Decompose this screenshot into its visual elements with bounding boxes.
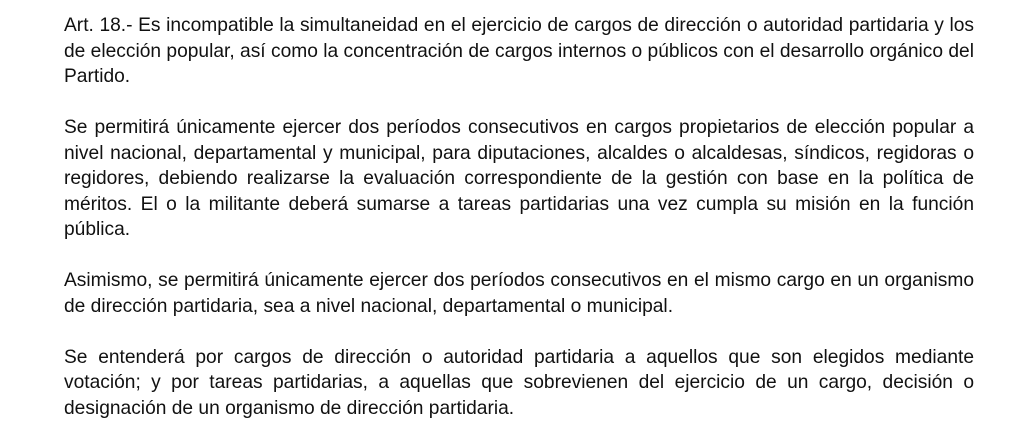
definitions-paragraph: Se entenderá por cargos de dirección o autoridad partidaria a aquellos que son elegidos mediante votación; y por tareas partidarias, a aquellas que sobrevienen del ejercicio de un cargo, decisión o designación de un organismo de dirección partidaria. bbox=[64, 346, 974, 419]
consecutive-terms-elected-paragraph: Se permitirá únicamente ejercer dos períodos consecutivos en cargos propietarios de elección popular a nivel nacional, departamental y municipal, para diputaciones, alcaldes o alcaldesas, síndicos, regidoras o regidores, debiendo realizarse la evaluación correspondiente de la gestión con base en la política de méritos. El o la militante deberá sumarse a tareas partidarias una vez cumpla su misión en la función pública. bbox=[64, 116, 974, 241]
article-18-paragraph: Art. 18.- Es incompatible la simultaneidad en el ejercicio de cargos de dirección o autoridad partidaria y los de elección popular, así como la concentración de cargos internos o públicos con el desarrollo orgánico del Partido. bbox=[64, 15, 974, 88]
consecutive-terms-party-body-paragraph: Asimismo, se permitirá únicamente ejercer dos períodos consecutivos en el mismo cargo en un organismo de dirección partidaria, sea a nivel nacional, departamental o municipal. bbox=[64, 270, 974, 317]
document-text bbox=[64, 13, 974, 421]
